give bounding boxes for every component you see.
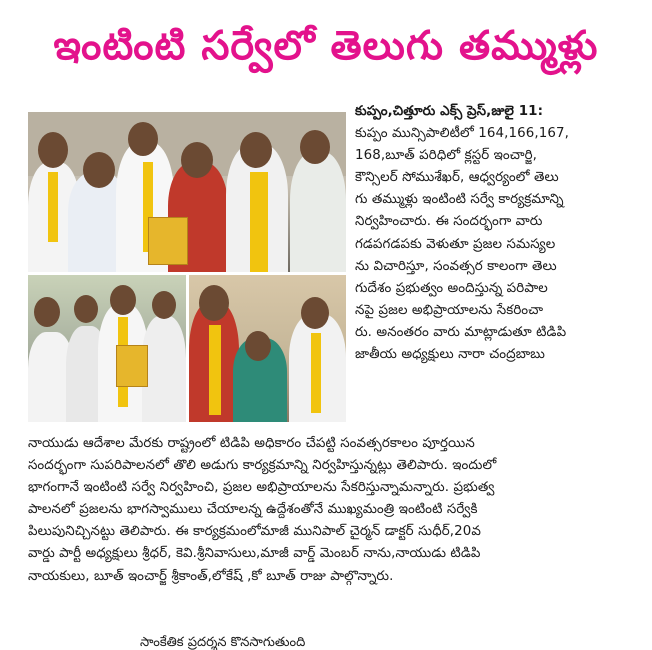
body-line: వార్డు పార్టీ అధ్యక్షులు శ్రీధర్, కెవి.శ్రీనివాసులు,మాజీ వార్డ్ మెంబర్ నాను,నాయుడు టిడిపి <box>28 546 481 562</box>
article-column-text <box>355 101 647 366</box>
group-photo-handing-booklet <box>28 275 186 422</box>
photo-collage <box>28 112 346 422</box>
body-line: నాయుడు ఆదేశాల మేరకు రాష్ట్రంలో టిడిపి అధికారం చేపట్టి సంవత్సరకాలం పూర్తయిన <box>28 436 475 451</box>
body-line: గు తమ్ముళ్లు ఇంటింటి సర్వే కార్యక్రమాన్ని <box>355 192 564 208</box>
body-line: భాగంగానే ఇంటింటి సర్వే నిర్వహించి, ప్రజల అభిప్రాయాలను సేకరిస్తున్నామన్నారు. ప్రభుత్వ <box>28 480 495 496</box>
body-line: గడపగడపకు వెళుతూ ప్రజల సమస్యల <box>355 236 556 252</box>
body-line: 168,బూత్ పరిధిలో క్లస్టర్ ఇంచార్జి, <box>355 148 537 164</box>
article-full-width-text <box>28 433 640 588</box>
body-line: ను విచారిస్తూ, సంవత్సర కాలంగా తెలు <box>355 258 557 274</box>
cut-off-next-article-line: సాంకేతిక ప్రదర్శన కొనసాగుతుంది <box>140 635 306 650</box>
body-line: పిలుపునిచ్చినట్టు తెలిపారు. ఈ కార్యక్రమంలోమాజీ మునిపాల్ చైర్మన్ డాక్టర్ సుధీర్,20వ <box>28 524 482 540</box>
dateline: కుప్పం,చిత్తూరు ఎక్స్ ప్రెస్,జులై 11: <box>355 104 544 119</box>
body-line: నాయకులు, బూత్ ఇంచార్జ్ శ్రీకాంత్,లోకేష్ ,కో బూత్ రాజు పాల్గొన్నారు. <box>28 568 394 584</box>
body-line: జాతీయ అధ్యక్షులు నారా చంద్రబాబు <box>355 347 545 363</box>
body-line: సందర్భంగా సుపరిపాలనలో తొలి అడుగు కార్యక్రమాన్ని నిర్వహిస్తున్నట్లు తెలిపారు. ఇందులో <box>28 458 497 474</box>
photo-meeting-residents <box>189 275 346 422</box>
group-photo-handing-calendar <box>28 112 346 272</box>
body-line: గుదేశం ప్రభుత్వం అందిస్తున్న పరిపాల <box>355 280 548 296</box>
body-line: నిర్వహించారు. ఈ సందర్భంగా వారు <box>355 214 543 230</box>
body-line: కౌన్సిలర్ సోముశేఖర్, ఆధ్వర్యంలో తెలు <box>355 170 559 186</box>
body-line: నపై ప్రజల అభిప్రాయాలను సేకరించా <box>355 302 544 318</box>
headline: ఇంటింటి సర్వేలో తెలుగు తమ్ముళ్లు <box>53 23 599 69</box>
body-line: కుప్పం మున్సిపాలిటీలో 164,166,167, <box>355 126 569 142</box>
body-line: పాలనలో ప్రజలను భాగస్వాములు చేయాలన్న ఉద్దేశంతోనే ముఖ్యమంత్రి ఇంటింటి సర్వేకి <box>28 502 478 518</box>
body-line: రు. అనంతరం వారు మాట్లాడుతూ టిడిపి <box>355 324 567 340</box>
